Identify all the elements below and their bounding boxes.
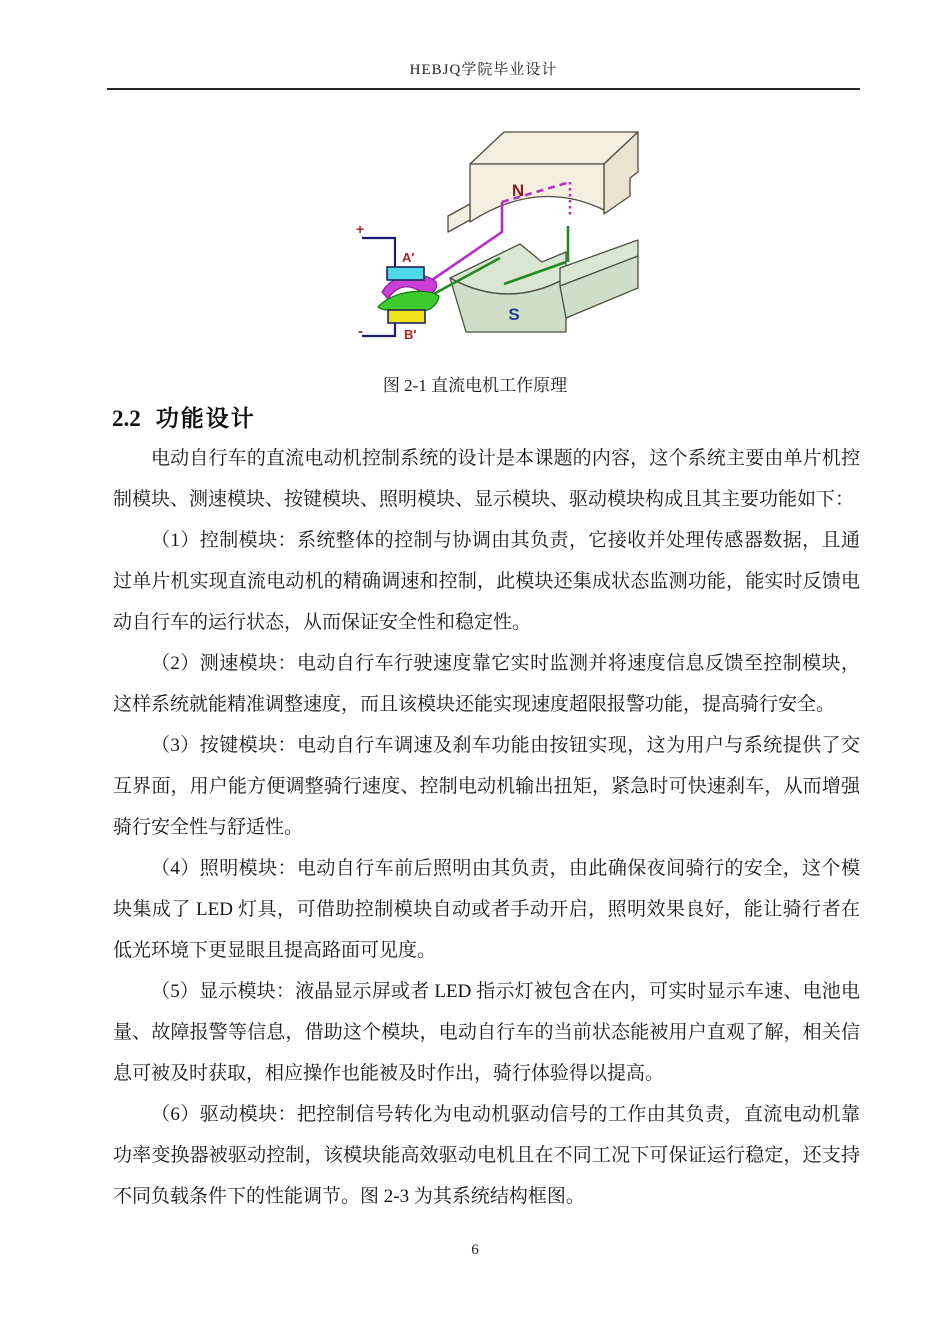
south-pole-label: S <box>508 305 520 324</box>
north-magnet-left-wing <box>448 204 470 232</box>
header-title: HEBJQ学院毕业设计 <box>409 62 558 78</box>
dc-motor-diagram <box>342 120 664 366</box>
section-heading <box>112 400 256 433</box>
negative-lead-wire <box>362 323 395 336</box>
brush-a-label: A′ <box>402 250 415 265</box>
south-magnet <box>450 240 638 332</box>
brush-b-label: B′ <box>404 327 417 342</box>
paragraph-control-module: （1）控制模块：系统整体的控制与协调由其负责，它接收并处理传感器数据，且通过单片机实现直流电动机的精确调速和控制，此模块还集成状态监测功能，能实时反馈电动自行车的运行状态，从而保证安全性和稳定性。 <box>113 530 860 633</box>
figure-dc-motor-principle <box>342 120 664 366</box>
page-header <box>107 58 860 90</box>
north-magnet <box>448 132 638 232</box>
paragraph-speed-module: （2）测速模块：电动自行车行驶速度靠它实时监测并将速度信息反馈至控制模块，这样系统就能精准调整速度，而且该模块还能实现速度超限报警功能，提高骑行安全。 <box>113 653 860 715</box>
positive-terminal-label: + <box>356 221 365 237</box>
paragraph-button-module: （3）按键模块：电动自行车调速及刹车功能由按钮实现，这为用户与系统提供了交互界面，用户能方便调整骑行速度、控制电动机输出扭矩，紧急时可快速刹车，从而增强骑行安全性与舒适性。 <box>113 735 860 838</box>
page-number: 6 <box>471 1242 479 1258</box>
brush-b <box>388 310 425 323</box>
negative-terminal-label: - <box>358 323 363 340</box>
figure-caption: 图 2-1 直流电机工作原理 <box>382 376 568 395</box>
paragraph-drive-module: （6）驱动模块：把控制信号转化为电动机驱动信号的工作由其负责，直流电动机靠功率变换器被驱动控制，该模块能高效驱动电机且在不同工况下可保证运行稳定，还支持不同负载条件下的性能调节。图 2-3 为其系统结构框图。 <box>113 1104 860 1207</box>
north-pole-label: N <box>511 181 525 200</box>
paragraph-intro: 电动自行车的直流电动机控制系统的设计是本课题的内容，这个系统主要由单片机控制模块、测速模块、按键模块、照明模块、显示模块、驱动模块构成且其主要功能如下： <box>113 448 860 510</box>
paragraph-lighting-module: （4）照明模块：电动自行车前后照明由其负责，由此确保夜间骑行的安全，这个模块集成了 LED 灯具，可借助控制模块自动或者手动开启，照明效果良好，能让骑行者在低光环境下更显眼且提高路面可见度。 <box>113 858 860 961</box>
paragraph-display-module: （5）显示模块：液晶显示屏或者 LED 指示灯被包含在内，可实时显示车速、电池电量、故障报警等信息，借助这个模块，电动自行车的当前状态能被用户直观了解，相关信息可被及时获取，相应操作也能被及时作出，骑行体验得以提高。 <box>113 981 860 1084</box>
section-title: 功能设计 <box>155 405 256 431</box>
positive-lead-wire <box>362 238 395 267</box>
section-number: 2.2 <box>112 406 141 431</box>
brush-a <box>387 267 424 280</box>
body-text <box>113 438 860 1217</box>
